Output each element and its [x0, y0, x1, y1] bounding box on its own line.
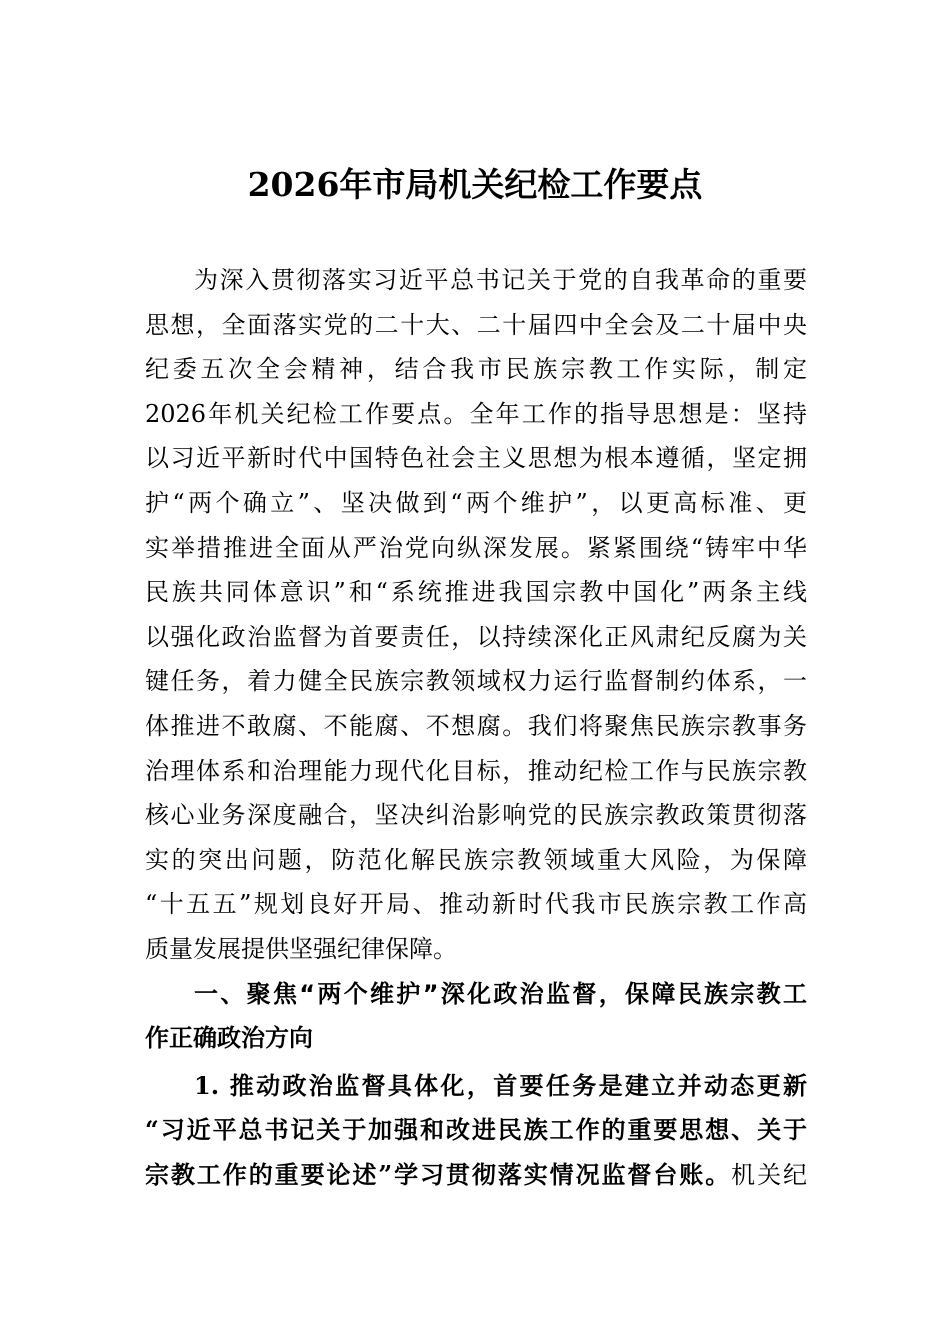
normal-text: 机关纪: [731, 1160, 807, 1189]
paragraph-line: 实举措推进全面从严治党向纵深发展。紧紧围绕“铸牢中华: [145, 533, 807, 562]
paragraph-line: 体推进不敢腐、不能腐、不想腐。我们将聚焦民族宗教事务: [145, 711, 807, 740]
paragraph-line: 以习近平新时代中国特色社会主义思想为根本遵循，坚定拥: [145, 444, 807, 473]
document-body: [145, 258, 807, 1197]
bold-text: 宗教工作的重要论述”学习贯彻落实情况监督台账。: [145, 1159, 732, 1189]
paragraph-line: 1. 推动政治监督具体化，首要任务是建立并动态更新: [194, 1070, 807, 1100]
heading-line: 一、聚焦“两个维护”深化政治监督，保障民族宗教工: [194, 979, 807, 1008]
heading-line: 作正确政治方向: [145, 1024, 313, 1053]
paragraph-line: 2026年机关纪检工作要点。全年工作的指导思想是：坚持: [145, 399, 807, 428]
paragraph-line: 核心业务深度融合，坚决纠治影响党的民族宗教政策贯彻落: [145, 801, 807, 830]
intro-paragraph: [145, 258, 807, 972]
paragraph-line: 治理体系和治理能力现代化目标，推动纪检工作与民族宗教: [145, 756, 807, 785]
paragraph-line: 实的突出问题，防范化解民族宗教领域重大风险，为保障: [145, 845, 807, 874]
paragraph-line: 为深入贯彻落实习近平总书记关于党的自我革命的重要: [194, 266, 807, 294]
paragraph-line: 民族共同体意识”和“系统推进我国宗教中国化”两条主线: [145, 578, 807, 607]
paragraph-line: 以强化政治监督为首要责任，以持续深化正风肃纪反腐为关: [145, 622, 807, 651]
paragraph-line: “习近平总书记关于加强和改进民族工作的重要思想、关于: [145, 1115, 807, 1145]
item-1-paragraph: [145, 1064, 807, 1198]
paragraph-line: [145, 1153, 807, 1198]
section-heading-1: [145, 972, 807, 1061]
document-title: 2026年市局机关纪检工作要点: [247, 165, 703, 204]
paragraph-line: 纪委五次全会精神，结合我市民族宗教工作实际，制定: [145, 355, 807, 384]
paragraph-line: 思想，全面落实党的二十大、二十届四中全会及二十届中央: [145, 310, 807, 339]
paragraph-line: 质量发展提供坚强纪律保障。: [145, 934, 457, 963]
paragraph-line: 护“两个确立”、坚决做到“两个维护”，以更高标准、更: [145, 488, 807, 517]
paragraph-line: “十五五”规划良好开局、推动新时代我市民族宗教工作高: [145, 890, 807, 919]
paragraph-line: 键任务，着力健全民族宗教领域权力运行监督制约体系，一: [145, 667, 807, 696]
